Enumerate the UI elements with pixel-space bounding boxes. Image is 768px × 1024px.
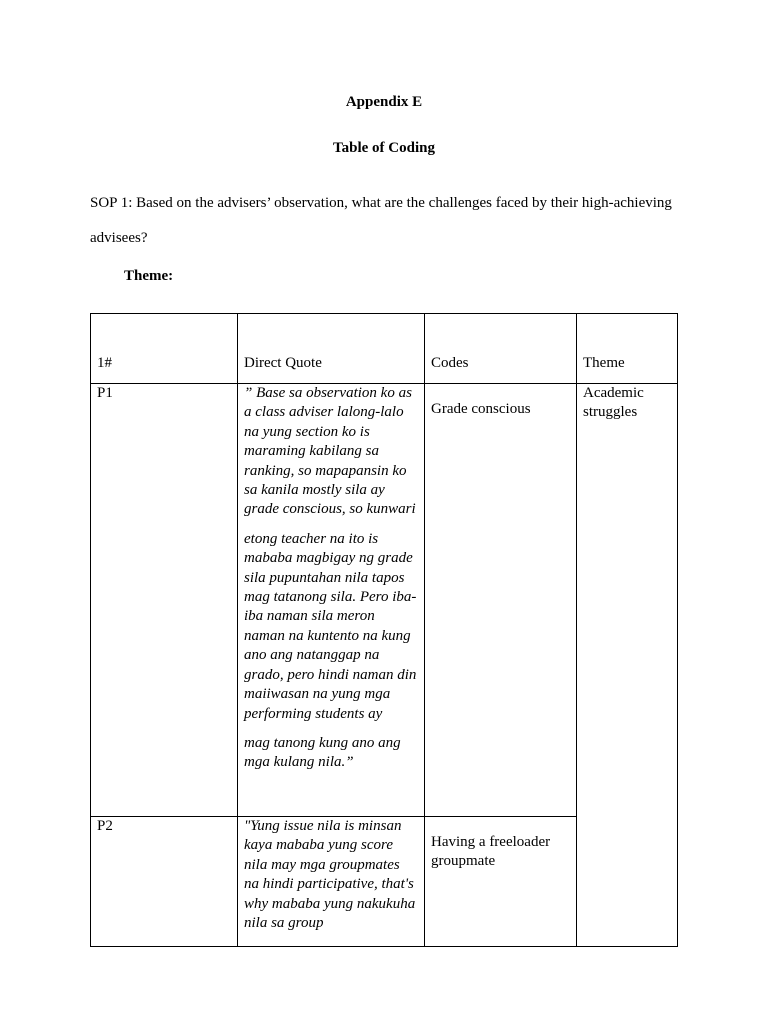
sop-question: SOP 1: Based on the advisers’ observation, what are the challenges faced by their high-achieving advisees?: [90, 195, 672, 246]
header-id: 1#: [91, 314, 238, 384]
direct-quote: [238, 384, 425, 817]
theme-cell: Academic struggles: [577, 384, 678, 947]
code-cell: Having a freeloader groupmate: [425, 817, 577, 947]
code-cell: Grade conscious: [425, 384, 577, 817]
quote-paragraph: ” Base sa observation ko as a class adviser lalong-lalo na yung section ko is maraming kabilang sa ranking, so mapapansin ko sa kanila mostly sila ay grade conscious, so kunwari: [244, 385, 416, 518]
participant-id: P2: [91, 817, 238, 947]
table-header-row: [91, 314, 678, 384]
table-row: [91, 384, 678, 817]
quote-paragraph: etong teacher na ito is mababa magbigay ng grade sila pupuntahan nila tapos mag tatanong sila. Pero iba-iba naman sila meron naman na kuntento na kung ano ang natanggap na grado, pero hindi naman din maiiwasan na yung mga performing students ay: [244, 530, 417, 722]
table-title: Table of Coding: [333, 140, 435, 156]
quote-paragraph: "Yung issue nila is minsan kaya mababa yung score nila may mga groupmates na hindi participative, that's why mababa yung nakukuha nila sa group: [244, 818, 416, 930]
header-theme: Theme: [577, 314, 678, 384]
coding-table: [90, 313, 678, 947]
quote-paragraph: mag tanong kung ano ang mga kulang nila.”: [244, 734, 401, 771]
header-direct-quote: Direct Quote: [238, 314, 425, 384]
direct-quote: [238, 817, 425, 947]
participant-id: P1: [91, 384, 238, 817]
appendix-heading: Appendix E: [345, 94, 423, 110]
theme-label: Theme:: [124, 268, 174, 284]
header-codes: Codes: [425, 314, 577, 384]
